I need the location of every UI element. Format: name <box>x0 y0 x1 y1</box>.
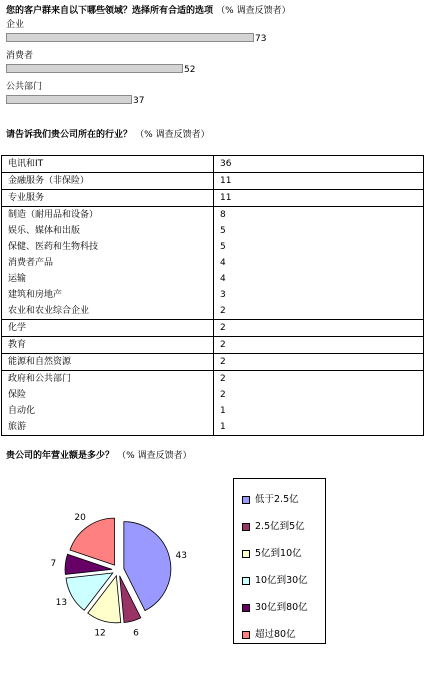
q1-title <box>6 3 291 16</box>
q1-note: （% 调查反馈者） <box>216 6 291 16</box>
industry-value: 1 <box>214 403 424 419</box>
table-row <box>2 371 424 388</box>
industry-name: 政府和公共部门 <box>2 371 214 388</box>
q2-note: （% 调查反馈者） <box>135 130 210 140</box>
industry-name: 教育 <box>2 337 214 354</box>
q2-title <box>6 127 210 140</box>
q1-bar-value: 37 <box>133 96 145 106</box>
legend-swatch <box>242 631 250 639</box>
revenue-legend <box>233 478 326 644</box>
industry-name: 制造（耐用品和设备） <box>2 207 214 224</box>
table-row <box>2 337 424 354</box>
q1-bar-label: 消费者 <box>6 51 34 61</box>
industry-name: 消费者产品 <box>2 255 214 271</box>
q1-bar <box>6 33 254 42</box>
pie-value-label: 12 <box>94 628 106 639</box>
q3-note: （% 调查反馈者） <box>117 451 192 461</box>
table-row <box>2 287 424 303</box>
industry-name: 自动化 <box>2 403 214 419</box>
industry-value: 2 <box>214 320 424 337</box>
pie-value-label: 7 <box>50 558 57 569</box>
industry-name: 金融服务（非保险） <box>2 173 214 190</box>
legend-label: 2.5亿到5亿 <box>255 521 305 532</box>
industry-table <box>1 155 424 436</box>
industry-value: 1 <box>214 419 424 436</box>
industry-value: 2 <box>214 337 424 354</box>
industry-value: 4 <box>214 271 424 287</box>
q1-bar <box>6 64 183 73</box>
legend-item <box>242 491 299 505</box>
industry-value: 11 <box>214 190 424 207</box>
legend-label: 10亿到30亿 <box>255 575 308 586</box>
q1-title-text: 您的客户群来自以下哪些领域？选择所有合适的选项 <box>6 6 214 16</box>
table-row <box>2 190 424 207</box>
industry-name: 保健、医药和生物科技 <box>2 239 214 255</box>
q1-bar-value: 73 <box>255 34 267 44</box>
legend-swatch <box>242 577 250 585</box>
table-row <box>2 223 424 239</box>
industry-value: 8 <box>214 207 424 224</box>
legend-label: 低于2.5亿 <box>255 494 299 505</box>
industry-name: 建筑和房地产 <box>2 287 214 303</box>
q2-title-text: 请告诉我们贵公司所在的行业？ <box>6 130 133 140</box>
q1-bar-label: 公共部门 <box>6 82 43 92</box>
industry-name: 专业服务 <box>2 190 214 207</box>
industry-value: 11 <box>214 173 424 190</box>
legend-label: 超过80亿 <box>255 629 296 640</box>
legend-label: 5亿到10亿 <box>255 548 302 559</box>
q3-title <box>6 448 192 461</box>
industry-name: 电讯和IT <box>2 156 214 173</box>
table-row <box>2 403 424 419</box>
q1-bar-label: 企业 <box>6 20 25 30</box>
industry-value: 2 <box>214 354 424 371</box>
table-row <box>2 354 424 371</box>
industry-name: 化学 <box>2 320 214 337</box>
table-row <box>2 320 424 337</box>
table-row <box>2 419 424 436</box>
table-row <box>2 207 424 224</box>
legend-item <box>242 599 308 613</box>
industry-value: 2 <box>214 371 424 388</box>
industry-name: 旅游 <box>2 419 214 436</box>
industry-value: 5 <box>214 223 424 239</box>
industry-value: 2 <box>214 387 424 403</box>
industry-name: 运输 <box>2 271 214 287</box>
legend-swatch <box>242 496 250 504</box>
industry-name: 保险 <box>2 387 214 403</box>
industry-value: 4 <box>214 255 424 271</box>
industry-name: 娱乐、媒体和出版 <box>2 223 214 239</box>
industry-name: 能源和自然资源 <box>2 354 214 371</box>
table-row <box>2 156 424 173</box>
pie-value-label: 43 <box>175 550 187 561</box>
table-row <box>2 271 424 287</box>
legend-swatch <box>242 604 250 612</box>
table-row <box>2 387 424 403</box>
pie-value-label: 20 <box>74 513 86 524</box>
industry-value: 36 <box>214 156 424 173</box>
q1-bar-value: 52 <box>184 65 196 75</box>
legend-label: 30亿到80亿 <box>255 602 308 613</box>
legend-item <box>242 626 296 640</box>
table-row <box>2 255 424 271</box>
industry-name: 农业和农业综合企业 <box>2 303 214 320</box>
pie-value-label: 6 <box>133 628 139 639</box>
legend-swatch <box>242 550 250 558</box>
industry-value: 5 <box>214 239 424 255</box>
legend-item <box>242 545 302 559</box>
q1-bar <box>6 95 132 104</box>
legend-item <box>242 572 308 586</box>
table-row <box>2 173 424 190</box>
table-row <box>2 303 424 320</box>
legend-item <box>242 518 305 532</box>
pie-value-label: 13 <box>55 597 68 608</box>
revenue-pie-chart <box>0 470 232 670</box>
legend-swatch <box>242 523 250 531</box>
table-row <box>2 239 424 255</box>
industry-value: 2 <box>214 303 424 320</box>
industry-value: 3 <box>214 287 424 303</box>
q3-title-text: 贵公司的年营业额是多少？ <box>6 451 115 461</box>
